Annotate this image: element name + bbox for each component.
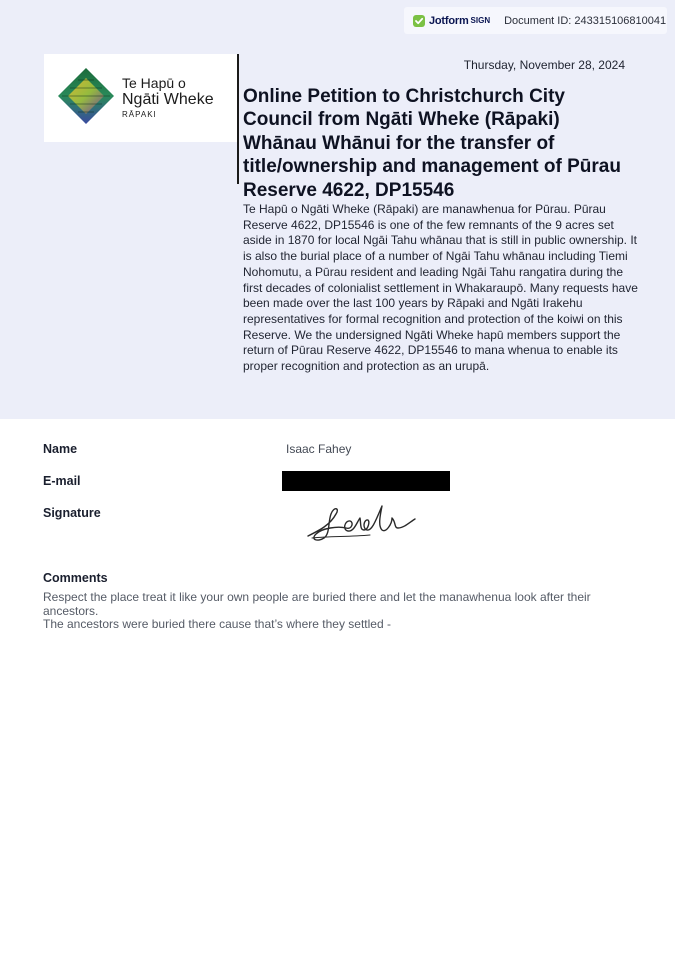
logo-line-3: RĀPAKI: [122, 110, 157, 119]
logo-wordmark: [122, 76, 214, 121]
jotform-brand-name: Jotform: [429, 14, 469, 27]
jotform-logo-icon: [412, 14, 426, 28]
jotform-logo: [412, 14, 490, 28]
email-label: E-mail: [43, 474, 81, 488]
document-id: [504, 15, 666, 27]
hapu-logo: [44, 54, 237, 142]
name-value: Isaac Fahey: [286, 442, 352, 456]
comments-line-2: The ancestors were buried there cause that’s where they settled -: [43, 617, 391, 632]
logo-line-1: Te Hapū o: [122, 75, 186, 91]
comments-line-1: Respect the place treat it like your own people are buried there and let the manawhenua look after their ancestors.: [43, 590, 591, 618]
signature-label: Signature: [43, 506, 101, 520]
jotform-brand-suffix: SIGN: [470, 16, 491, 25]
document-id-value: 243315106810041: [574, 14, 667, 27]
email-redacted-value: [282, 471, 450, 491]
document-date: Thursday, November 28, 2024: [463, 58, 625, 72]
diamond-emblem-icon: [56, 66, 116, 126]
vertical-divider: [237, 54, 239, 184]
petition-description: Te Hapū o Ngāti Wheke (Rāpaki) are manawhenua for Pūrau. Pūrau Reserve 4622, DP15546 is one of the few remnants of the 9 acres set aside in 1870 for local Ngāi Tahu whānau that is still in public ownership. It is also the burial place of a number of Ngāi Tahu whānau including Tiemi Nohomutu, a Pūrau resident and leading Ngāi Tahu rangatira during the first decades of colonialist settlement in Whakaraupō. Many requests have been made over the last 100 years by Rāpaki and Ngāti Irakehu representatives for formal recognition and protection of the koiwi on this Reserve. We the undersigned Ngāti Wheke hapū members support the return of Pūrau Reserve 4622, DP15546 to mana whenua to enable its proper recognition and protection as an urupā.: [243, 202, 638, 374]
petition-title: Online Petition to Christchurch City Council from Ngāti Wheke (Rāpaki) Whānau Whānui for the transfer of title/ownership and management of Pūrau Reserve 4622, DP15546: [243, 86, 621, 201]
signature-image: [300, 500, 425, 545]
name-label: Name: [43, 442, 78, 456]
comments-value: [43, 591, 633, 632]
comments-label: Comments: [43, 571, 108, 585]
logo-line-2: Ngāti Wheke: [122, 91, 214, 108]
jotform-sign-badge: [404, 7, 667, 34]
document-id-label: Document ID:: [504, 14, 572, 27]
